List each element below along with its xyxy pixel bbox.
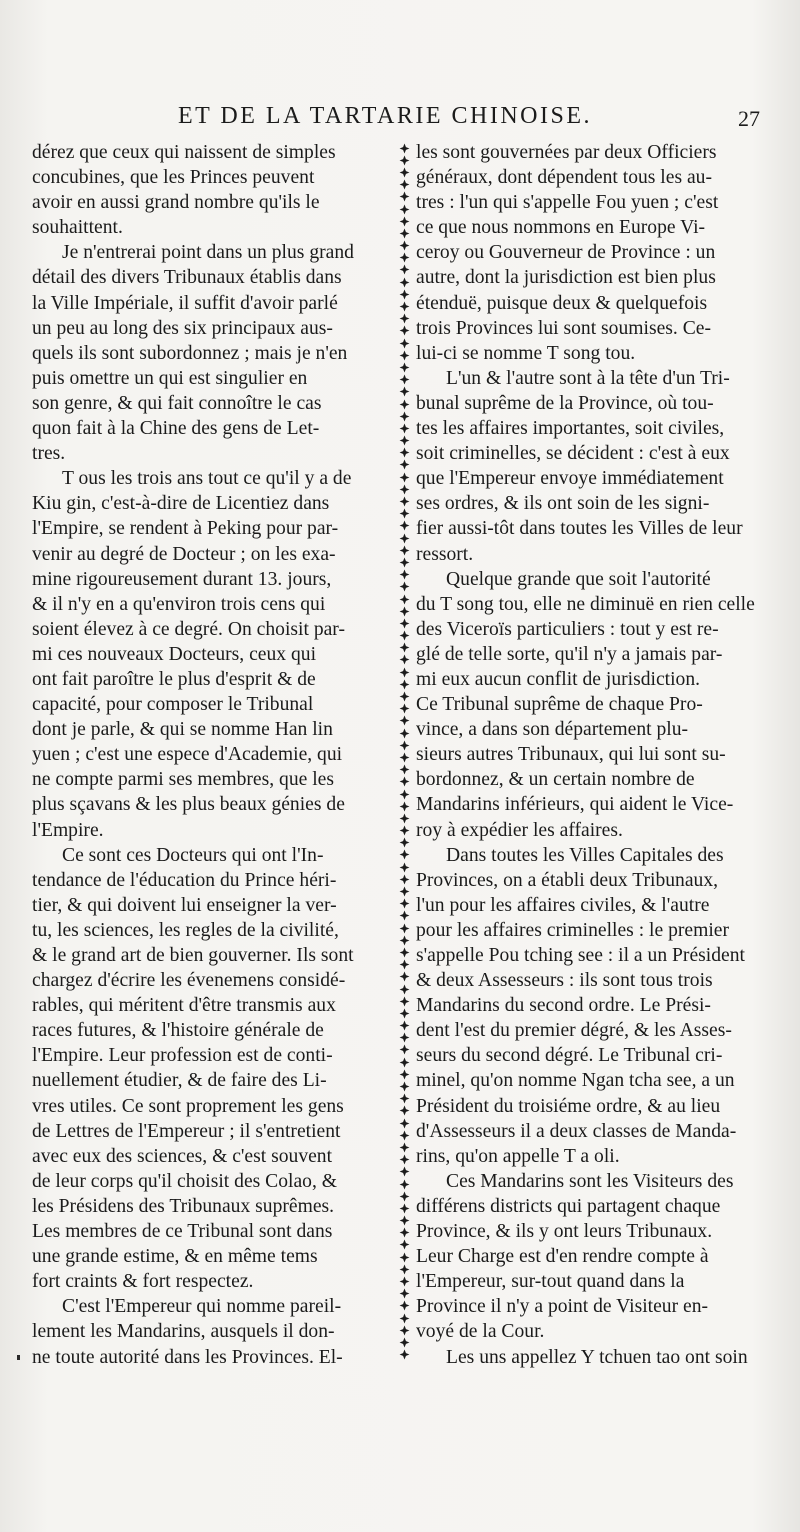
fleuron-ornament-icon [397, 776, 411, 788]
text-line: mi eux aucun conflit de jurisdiction. [416, 668, 701, 690]
fleuron-ornament-icon [397, 983, 411, 995]
right-text-column [416, 140, 774, 1370]
fleuron-ornament-icon [397, 873, 411, 885]
fleuron-ornament-icon [397, 1251, 411, 1263]
text-line: les sont gouvernées par deux Officiers [416, 142, 717, 163]
fleuron-ornament-icon [397, 203, 411, 215]
text-line: nuellement étudier, & de faire des Li- [32, 1070, 327, 1092]
text-line: quon fait à la Chine des gens de Let- [32, 418, 320, 440]
fleuron-ornament-icon [397, 703, 411, 715]
fleuron-ornament-icon [397, 422, 411, 434]
text-line: L'un & l'autre sont à la tête d'un Tri- [446, 367, 730, 389]
text-line: concubines, que les Princes peuvent [32, 167, 315, 189]
fleuron-ornament-icon [397, 374, 411, 386]
text-line: de leur corps qu'il choisit des Colao, & [32, 1170, 338, 1192]
fleuron-ornament-icon [397, 1215, 411, 1227]
ink-speck [17, 1355, 20, 1360]
text-line: Provinces, on a établi deux Tribunaux, [416, 869, 719, 891]
text-line: s'appelle Pou tching see : il a un Président [416, 945, 745, 966]
fleuron-ornament-icon [397, 532, 411, 544]
fleuron-ornament-icon [397, 605, 411, 617]
fleuron-ornament-icon [397, 1227, 411, 1239]
text-line: T ous les trois ans tout ce qu'il y a de [62, 468, 352, 490]
text-line: avec eux des sciences, & c'est souvent [32, 1145, 333, 1167]
text-line: lui-ci se nomme T song tou. [416, 342, 636, 364]
fleuron-ornament-icon [397, 520, 411, 532]
text-line: bordonnez, & un certain nombre de [416, 769, 695, 791]
text-line: dérez que ceux qui naissent de simples [32, 142, 336, 163]
text-line: la Ville Impériale, il suffit d'avoir parlé [32, 292, 338, 314]
text-line: vres utiles. Ce sont proprement les gens [32, 1095, 344, 1117]
text-line: mine rigoureusement durant 13. jours, [32, 568, 332, 590]
page-number: 27 [738, 106, 760, 131]
fleuron-ornament-icon [397, 861, 411, 873]
fleuron-ornament-icon [397, 1275, 411, 1287]
text-line: Je n'entrerai point dans un plus grand [62, 242, 354, 264]
fleuron-ornament-icon [397, 959, 411, 971]
text-line: une grande estime, & en même tems [32, 1246, 318, 1268]
fleuron-ornament-icon [397, 179, 411, 191]
text-line: Province il n'y a point de Visiteur en- [416, 1296, 709, 1318]
fleuron-ornament-icon [397, 1080, 411, 1092]
text-line: rins, qu'on appelle T a oli. [416, 1145, 620, 1167]
text-line: trois Provinces lui sont soumises. Ce- [416, 317, 711, 339]
text-line: vince, a dans son département plu- [416, 719, 689, 741]
fleuron-ornament-icon [397, 386, 411, 398]
fleuron-ornament-icon [397, 154, 411, 166]
text-line: races futures, & l'histoire générale de [32, 1020, 324, 1042]
text-line: tendance de l'éducation du Prince héri- [32, 869, 337, 891]
fleuron-ornament-icon [397, 751, 411, 763]
text-line: dont je parle, & qui se nomme Han lin [32, 719, 333, 741]
text-line: Leur Charge est d'en rendre compte à [416, 1246, 709, 1268]
fleuron-ornament-icon [397, 739, 411, 751]
text-line: un peu au long des six principaux aus- [32, 317, 333, 339]
column-divider-ornament [394, 142, 414, 1360]
fleuron-ornament-icon [397, 995, 411, 1007]
fleuron-ornament-icon [397, 349, 411, 361]
text-line: Président du troisiéme ordre, & au lieu [416, 1095, 721, 1117]
text-line: différens districts qui partagent chaque [416, 1195, 721, 1217]
fleuron-ornament-icon [397, 946, 411, 958]
fleuron-ornament-icon [397, 1141, 411, 1153]
fleuron-ornament-icon [397, 666, 411, 678]
fleuron-ornament-icon [397, 727, 411, 739]
fleuron-ornament-icon [397, 325, 411, 337]
fleuron-ornament-icon [397, 166, 411, 178]
text-line: & le grand art de bien gouverner. Ils sont [32, 945, 354, 966]
fleuron-ornament-icon [397, 569, 411, 581]
text-line: minel, qu'on nomme Ngan tcha see, a un [416, 1070, 735, 1092]
text-line: lement les Mandarins, ausquels il don- [32, 1321, 335, 1343]
text-line: l'Empire, se rendent à Peking pour par- [32, 518, 339, 540]
running-title: ET DE LA TARTARIE CHINOISE. [178, 103, 592, 129]
text-line: puis omettre un qui est singulier en [32, 367, 308, 389]
fleuron-ornament-icon [397, 544, 411, 556]
fleuron-ornament-icon [397, 471, 411, 483]
fleuron-ornament-icon [397, 593, 411, 605]
text-line: tu, les sciences, les regles de la civilité, [32, 919, 339, 941]
fleuron-ornament-icon [397, 812, 411, 824]
text-line: plus sçavans & les plus beaux génies de [32, 794, 345, 816]
fleuron-ornament-icon [397, 435, 411, 447]
fleuron-ornament-icon [397, 934, 411, 946]
text-line: chargez d'écrire les évenemens considé- [32, 970, 346, 992]
fleuron-ornament-icon [397, 690, 411, 702]
text-line: ont fait paroître le plus d'esprit & de [32, 668, 316, 690]
running-head [0, 103, 800, 137]
fleuron-ornament-icon [397, 337, 411, 349]
text-line: sieurs autres Tribunaux, qui lui sont su- [416, 744, 726, 766]
text-line: l'Empereur, sur-tout quand dans la [416, 1271, 685, 1293]
left-text-column [32, 140, 392, 1370]
fleuron-ornament-icon [397, 398, 411, 410]
text-line: Ce Tribunal suprême de chaque Pro- [416, 694, 703, 716]
text-line: yuen ; c'est une espece d'Academie, qui [32, 744, 343, 766]
fleuron-ornament-icon [397, 300, 411, 312]
text-line: de Lettres de l'Empereur ; il s'entretient [32, 1120, 341, 1142]
text-line: bunal suprême de la Province, où tou- [416, 392, 714, 414]
fleuron-ornament-icon [397, 1129, 411, 1141]
fleuron-ornament-icon [397, 1117, 411, 1129]
text-line: glé de telle sorte, qu'il n'y a jamais par- [416, 643, 723, 665]
text-line: roy à expédier les affaires. [416, 819, 623, 841]
fleuron-ornament-icon [397, 922, 411, 934]
fleuron-ornament-icon [397, 142, 411, 154]
fleuron-ornament-icon [397, 215, 411, 227]
fleuron-ornament-icon [397, 678, 411, 690]
fleuron-ornament-icon [397, 240, 411, 252]
text-line: soient élevez à ce degré. On choisit par- [32, 618, 345, 640]
text-line: Mandarins inférieurs, qui aident le Vice- [416, 794, 734, 816]
fleuron-ornament-icon [397, 313, 411, 325]
text-line: fier aussi-tôt dans toutes les Villes de leur [416, 518, 743, 540]
text-line: ne toute autorité dans les Provinces. El- [32, 1346, 343, 1368]
fleuron-ornament-icon [397, 654, 411, 666]
text-line: ce que nous nommons en Europe Vi- [416, 217, 706, 239]
fleuron-ornament-icon [397, 1312, 411, 1324]
text-line: C'est l'Empereur qui nomme pareil- [62, 1296, 342, 1318]
fleuron-ornament-icon [397, 971, 411, 983]
fleuron-ornament-icon [397, 1178, 411, 1190]
fleuron-ornament-icon [397, 1154, 411, 1166]
fleuron-ornament-icon [397, 1324, 411, 1336]
fleuron-ornament-icon [397, 715, 411, 727]
text-line: étenduë, puisque deux & quelquefois [416, 292, 708, 314]
fleuron-ornament-icon [397, 825, 411, 837]
fleuron-ornament-icon [397, 495, 411, 507]
fleuron-ornament-icon [397, 410, 411, 422]
fleuron-ornament-icon [397, 191, 411, 203]
text-line: seurs du second dégré. Le Tribunal cri- [416, 1045, 723, 1067]
fleuron-ornament-icon [397, 581, 411, 593]
text-line: fort craints & fort respectez. [32, 1271, 254, 1293]
fleuron-ornament-icon [397, 764, 411, 776]
fleuron-ornament-icon [397, 447, 411, 459]
text-line: voyé de la Cour. [416, 1321, 545, 1343]
fleuron-ornament-icon [397, 1288, 411, 1300]
text-line: détail des divers Tribunaux établis dans [32, 267, 342, 289]
fleuron-ornament-icon [397, 1032, 411, 1044]
fleuron-ornament-icon [397, 1190, 411, 1202]
fleuron-ornament-icon [397, 630, 411, 642]
fleuron-ornament-icon [397, 1239, 411, 1251]
text-line: venir au degré de Docteur ; on les exa- [32, 543, 336, 565]
text-line: tres : l'un qui s'appelle Fou yuen ; c'est [416, 192, 719, 214]
fleuron-ornament-icon [397, 800, 411, 812]
text-line: avoir en aussi grand nombre qu'ils le [32, 192, 320, 214]
fleuron-ornament-icon [397, 788, 411, 800]
fleuron-ornament-icon [397, 252, 411, 264]
text-line: ceroy ou Gouverneur de Province : un [416, 242, 716, 264]
fleuron-ornament-icon [397, 1007, 411, 1019]
fleuron-ornament-icon [397, 642, 411, 654]
fleuron-ornament-icon [397, 459, 411, 471]
text-line: Les membres de ce Tribunal sont dans [32, 1221, 333, 1243]
fleuron-ornament-icon [397, 1166, 411, 1178]
text-line: Les uns appellez Y tchuen tao ont soin [446, 1346, 748, 1368]
text-line: & il n'y en a qu'environ trois cens qui [32, 593, 326, 615]
text-line: Province, & ils y ont leurs Tribunaux. [416, 1221, 713, 1243]
fleuron-ornament-icon [397, 361, 411, 373]
text-line: son genre, & qui fait connoître le cas [32, 392, 322, 414]
fleuron-ornament-icon [397, 1020, 411, 1032]
fleuron-ornament-icon [397, 1056, 411, 1068]
fleuron-ornament-icon [397, 508, 411, 520]
text-line: Mandarins du second ordre. Le Prési- [416, 995, 711, 1017]
text-line: quels ils sont subordonnez ; mais je n'en [32, 342, 348, 364]
text-line: tier, & qui doivent lui enseigner la ver- [32, 894, 337, 916]
text-line: capacité, pour composer le Tribunal [32, 694, 314, 716]
fleuron-ornament-icon [397, 910, 411, 922]
text-line: que l'Empereur envoye immédiatement [416, 468, 724, 490]
text-line: du T song tou, elle ne diminuë en rien celle [416, 593, 755, 615]
text-line: Ce sont ces Docteurs qui ont l'In- [62, 844, 324, 866]
text-line: souhaittent. [32, 217, 123, 239]
text-line: & deux Assesseurs : ils sont tous trois [416, 970, 713, 992]
fleuron-ornament-icon [397, 837, 411, 849]
fleuron-ornament-icon [397, 1105, 411, 1117]
text-line: généraux, dont dépendent tous les au- [416, 167, 712, 189]
fleuron-ornament-icon [397, 1300, 411, 1312]
fleuron-ornament-icon [397, 556, 411, 568]
fleuron-ornament-icon [397, 288, 411, 300]
fleuron-ornament-icon [397, 1349, 411, 1361]
text-line: ne compte parmi ses membres, que les [32, 769, 334, 791]
text-line: autre, dont la jurisdiction est bien plus [416, 267, 716, 289]
text-line: d'Assesseurs il a deux classes de Manda- [416, 1120, 737, 1142]
text-line: l'Empire. [32, 819, 104, 841]
text-line: dent l'est du premier dégré, & les Asses- [416, 1020, 732, 1042]
fleuron-ornament-icon [397, 227, 411, 239]
text-line: les Présidens des Tribunaux suprêmes. [32, 1195, 335, 1217]
fleuron-ornament-icon [397, 1263, 411, 1275]
text-line: Kiu gin, c'est-à-dire de Licentiez dans [32, 493, 330, 515]
text-line: des Viceroïs particuliers : tout y est re- [416, 618, 719, 640]
fleuron-ornament-icon [397, 898, 411, 910]
fleuron-ornament-icon [397, 264, 411, 276]
text-line: mi ces nouveaux Docteurs, ceux qui [32, 643, 317, 665]
fleuron-ornament-icon [397, 1093, 411, 1105]
fleuron-ornament-icon [397, 617, 411, 629]
text-line: soit criminelles, se décident : c'est à eux [416, 443, 730, 465]
fleuron-ornament-icon [397, 1336, 411, 1348]
text-line: ses ordres, & ils ont soin de les signi- [416, 493, 710, 515]
text-line: Ces Mandarins sont les Visiteurs des [446, 1170, 734, 1192]
fleuron-ornament-icon [397, 1202, 411, 1214]
text-line: pour les affaires criminelles : le premier [416, 919, 730, 941]
text-line: Quelque grande que soit l'autorité [446, 568, 711, 590]
text-line: tes les affaires importantes, soit civiles, [416, 418, 725, 440]
text-line: ressort. [416, 543, 474, 565]
text-line: l'un pour les affaires civiles, & l'autre [416, 894, 710, 916]
text-line: rables, qui méritent d'être transmis aux [32, 995, 336, 1017]
text-line: Dans toutes les Villes Capitales des [446, 844, 724, 866]
fleuron-ornament-icon [397, 276, 411, 288]
fleuron-ornament-icon [397, 1044, 411, 1056]
fleuron-ornament-icon [397, 885, 411, 897]
fleuron-ornament-icon [397, 849, 411, 861]
text-line: l'Empire. Leur profession est de conti- [32, 1045, 333, 1067]
text-line: tres. [32, 443, 66, 465]
fleuron-ornament-icon [397, 1068, 411, 1080]
fleuron-ornament-icon [397, 483, 411, 495]
